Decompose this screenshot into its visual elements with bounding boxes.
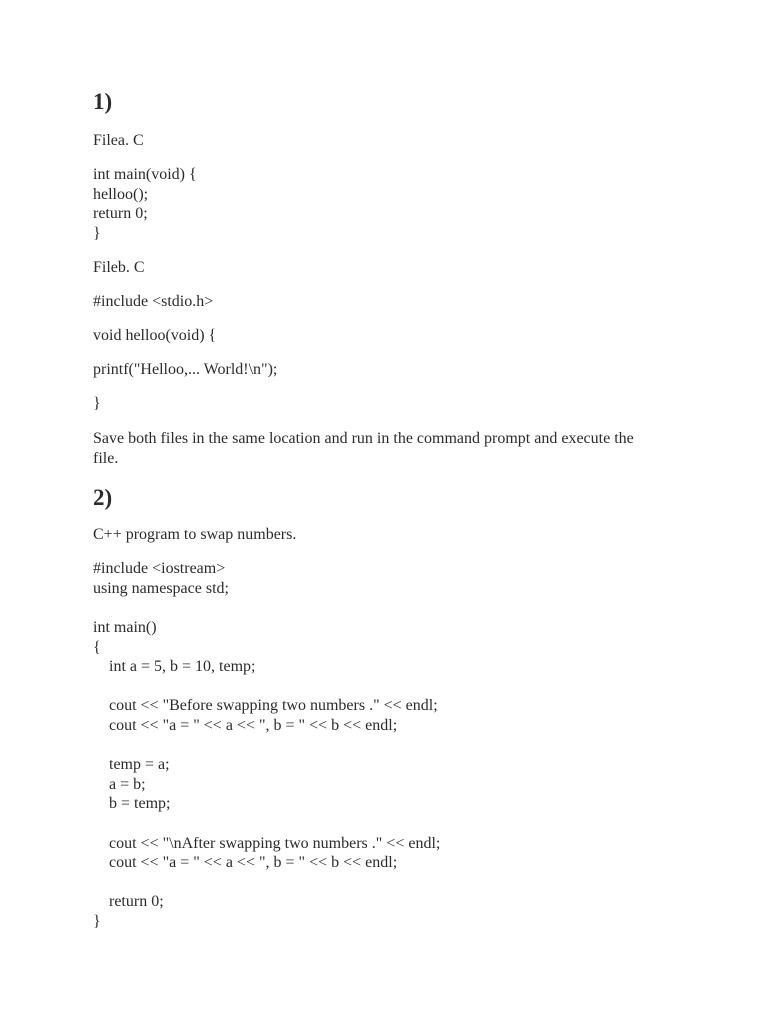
file-a-code: int main(void) { helloo(); return 0; } xyxy=(93,166,197,242)
instructions-paragraph: Save both files in the same location and run in the command prompt and execute the file. xyxy=(93,430,634,467)
file-a-label: Filea. C xyxy=(93,132,144,149)
function-declaration-line: void helloo(void) { xyxy=(93,327,217,344)
include-stdio-line: #include <stdio.h> xyxy=(93,293,214,310)
cpp-main-code: int main() { int a = 5, b = 10, temp; cout << "Before swapping two numbers ." << endl; cout << "a = " << a << ", b = " << b << endl; temp = a; a = b; b = temp; cout << "\nAfter swapping two numbers ." << endl; cout << "a = " << a << ", b = " << b << endl; return 0; } xyxy=(93,619,441,930)
printf-line: printf("Helloo,... World!\n"); xyxy=(93,361,278,378)
closing-brace: } xyxy=(93,395,101,412)
section-2-heading: 2) xyxy=(93,485,113,510)
section-1-heading: 1) xyxy=(93,89,113,114)
file-b-label: Fileb. C xyxy=(93,259,145,276)
cpp-header-code: #include <iostream> using namespace std; xyxy=(93,560,229,597)
section-2-description: C++ program to swap numbers. xyxy=(93,526,297,543)
